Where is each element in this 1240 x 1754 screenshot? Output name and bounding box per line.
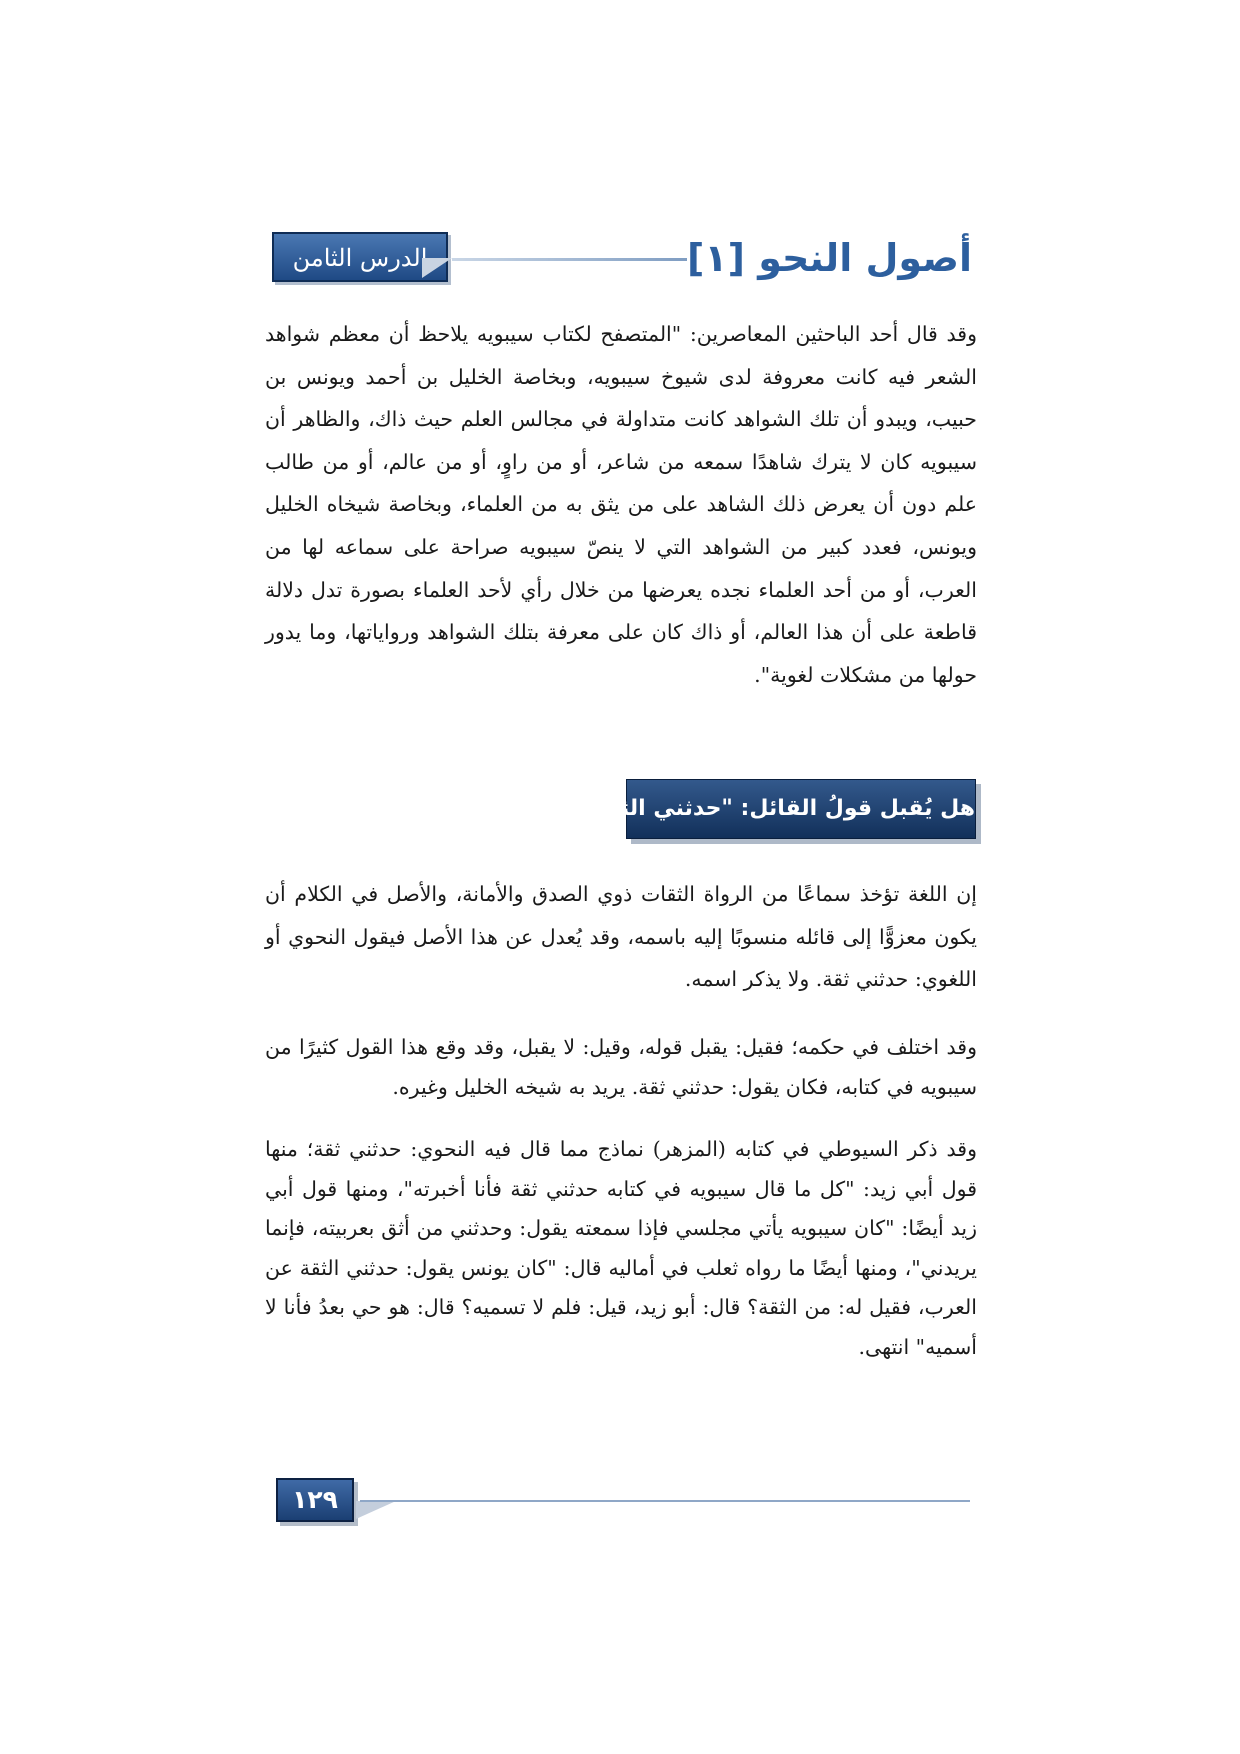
examples-paragraph: وقد ذكر السيوطي في كتابه (المزهر) نماذج مما قال فيه النحوي: حدثني ثقة؛ منها قول أبي زيد: "كل ما قال سيبويه في كتابه حدثني ثقة فأنا أخبرته"، ومنها قول أبي زيد أيضًا: "كان سيبويه يأتي مجلسي فإذا سمعته يقول: وحدثني من أثق بعربيته، فإنما يريدني"، ومنها أيضًا ما رواه ثعلب في أماليه قال: "كان يونس يقول: حدثني الثقة عن العرب، فقيل له: من الثقة؟ قال: أبو زيد، قيل: فلم لا تسميه؟ قال: هو حي بعدُ فأنا لا أسميه" انتهى. — [265, 1137, 977, 1359]
page-header — [272, 228, 972, 288]
footer-wedge-decoration — [356, 1501, 396, 1519]
footer-rule — [360, 1500, 970, 1502]
header-wedge-decoration — [422, 258, 452, 278]
page-number: ١٢٩ — [276, 1478, 354, 1522]
page-footer — [276, 1478, 970, 1538]
book-title: أصول النحو [١] — [687, 236, 972, 280]
intro-paragraph: إن اللغة تؤخذ سماعًا من الرواة الثقات ذوي الصدق والأمانة، والأصل في الكلام أن يكون معزوًّا إلى قائله منسوبًا إليه باسمه، وقد يُعدل عن هذا الأصل فيقول النحوي أو اللغوي: حدثني ثقة. ولا يذكر اسمه. — [265, 882, 977, 992]
header-rule — [452, 258, 687, 261]
ruling-paragraph: وقد اختلف في حكمه؛ فقيل: يقبل قوله، وقيل: لا يقبل، وقد وقع هذا القول كثيرًا من سيبويه في كتابه، فكان يقول: حدثني ثقة. يريد به شيخه الخليل وغيره. — [265, 1035, 977, 1099]
quote-paragraph: وقد قال أحد الباحثين المعاصرين: "المتصفح لكتاب سيبويه يلاحظ أن معظم شواهد الشعر فيه كانت معروفة لدى شيوخ سيبويه، وبخاصة الخليل بن أحمد ويونس بن حبيب، ويبدو أن تلك الشواهد كانت متداولة في مجالس العلم حيث ذاك، والظاهر أن سيبويه كان لا يترك شاهدًا سمعه من شاعر، أو من راوٍ، أو من عالم، أو من طالب علم دون أن يعرض ذلك الشاهد على من يثق به من العلماء، وبخاصة شيخاه الخليل ويونس، فعدد كبير من الشواهد التي لا ينصّ سيبويه صراحة على سماعه لها من العرب، أو من أحد العلماء نجده يعرضها من خلال رأي لأحد العلماء بصورة تدل دلالة قاطعة على أن هذا العالم، أو ذاك كان على معرفة بتلك الشواهد ورواياتها، وما يدور حولها من مشكلات لغوية". — [265, 322, 977, 687]
lesson-badge: الدرس الثامن — [272, 232, 448, 282]
section-heading: هل يُقبل قولُ القائل: "حدثني الثقة"؟ — [626, 779, 976, 839]
